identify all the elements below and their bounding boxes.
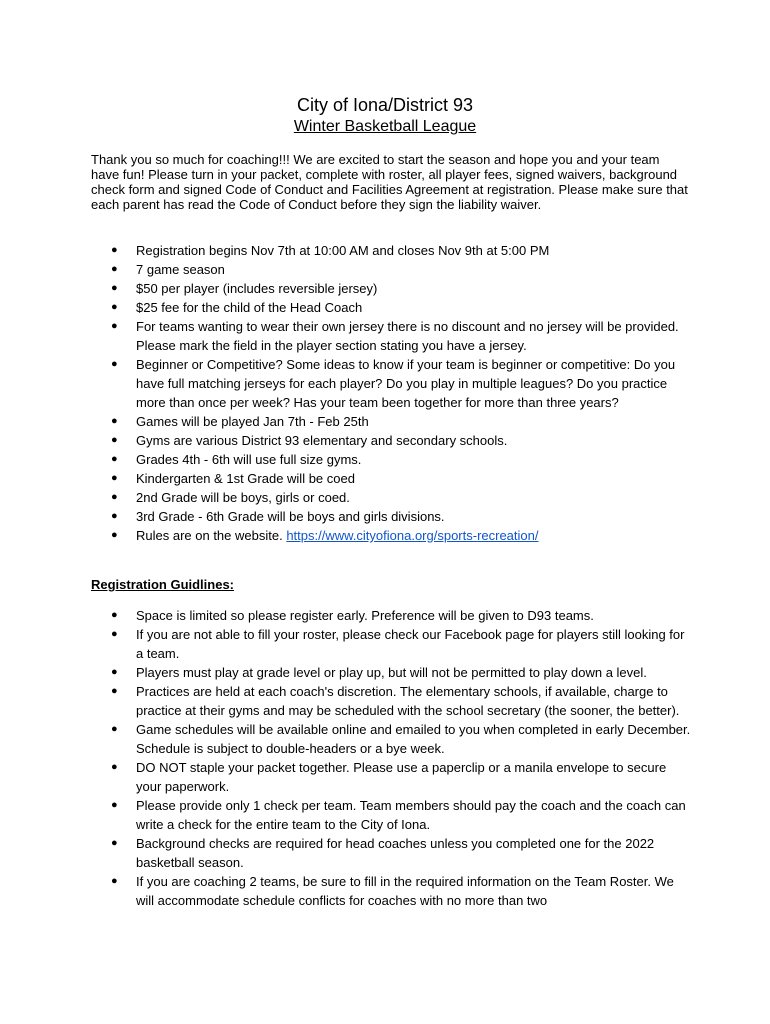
list-item: ● Space is limited so please register early. Preference will be given to D93 teams. bbox=[91, 606, 691, 625]
rules-text: Rules are on the website. bbox=[136, 528, 283, 543]
list-item: ● Games will be played Jan 7th - Feb 25th bbox=[91, 412, 691, 431]
rules-list-item bbox=[91, 526, 691, 545]
league-info-list bbox=[91, 241, 691, 545]
list-item: ● Please provide only 1 check per team. Team members should pay the coach and the coach can write a check for the entire team to the City of Iona. bbox=[91, 796, 691, 834]
list-item: ● Background checks are required for head coaches unless you completed one for the 2022 basketball season. bbox=[91, 834, 691, 872]
rules-website-link[interactable]: https://www.cityofiona.org/sports-recreation/ bbox=[286, 528, 539, 543]
list-item: ● $50 per player (includes reversible jersey) bbox=[91, 279, 691, 298]
list-item: ● If you are not able to fill your roster, please check our Facebook page for players still looking for a team. bbox=[91, 625, 691, 663]
list-item: ● Gyms are various District 93 elementary and secondary schools. bbox=[91, 431, 691, 450]
list-item: ● DO NOT staple your packet together. Please use a paperclip or a manila envelope to secure your paperwork. bbox=[91, 758, 691, 796]
document-header bbox=[0, 94, 770, 137]
registration-heading: Registration Guidlines: bbox=[91, 577, 235, 592]
list-item: ● Game schedules will be available online and emailed to you when completed in early December. Schedule is subject to double-headers or a bye week. bbox=[91, 720, 691, 758]
list-item: ● 7 game season bbox=[91, 260, 691, 279]
intro-paragraph: Thank you so much for coaching!!! We are excited to start the season and hope you and your team have fun! Please turn in your packet, complete with roster, all player fees, signed waivers, background check form and signed Code of Conduct and Facilities Agreement at registration. Please make sure that each parent has read the Code of Conduct before they sign the liability waiver. bbox=[91, 152, 688, 212]
list-item: ● Registration begins Nov 7th at 10:00 AM and closes Nov 9th at 5:00 PM bbox=[91, 241, 691, 260]
list-item: ● For teams wanting to wear their own jersey there is no discount and no jersey will be provided. Please mark the field in the player section stating you have a jersey. bbox=[91, 317, 691, 355]
list-item: ● 2nd Grade will be boys, girls or coed. bbox=[91, 488, 691, 507]
list-item: ● Grades 4th - 6th will use full size gyms. bbox=[91, 450, 691, 469]
list-item: ● $25 fee for the child of the Head Coach bbox=[91, 298, 691, 317]
list-item: ● If you are coaching 2 teams, be sure to fill in the required information on the Team Roster. We will accommodate schedule conflicts for coaches with no more than two bbox=[91, 872, 691, 910]
list-item: ● Beginner or Competitive? Some ideas to know if your team is beginner or competitive: Do you have full matching jerseys for each player? Do you play in multiple leagues? Do you practice more than once per week? Has your team been together for more than three years? bbox=[91, 355, 691, 412]
list-item: ● Practices are held at each coach's discretion. The elementary schools, if available, charge to practice at their gyms and may be scheduled with the school secretary (the sooner, the better). bbox=[91, 682, 691, 720]
list-item: ● Players must play at grade level or play up, but will not be permitted to play down a level. bbox=[91, 663, 691, 682]
list-item: ● Kindergarten & 1st Grade will be coed bbox=[91, 469, 691, 488]
page-subtitle: Winter Basketball League bbox=[293, 118, 477, 135]
registration-guidelines-list bbox=[91, 606, 691, 910]
page-title: City of Iona/District 93 bbox=[296, 95, 474, 115]
list-item: ● 3rd Grade - 6th Grade will be boys and girls divisions. bbox=[91, 507, 691, 526]
